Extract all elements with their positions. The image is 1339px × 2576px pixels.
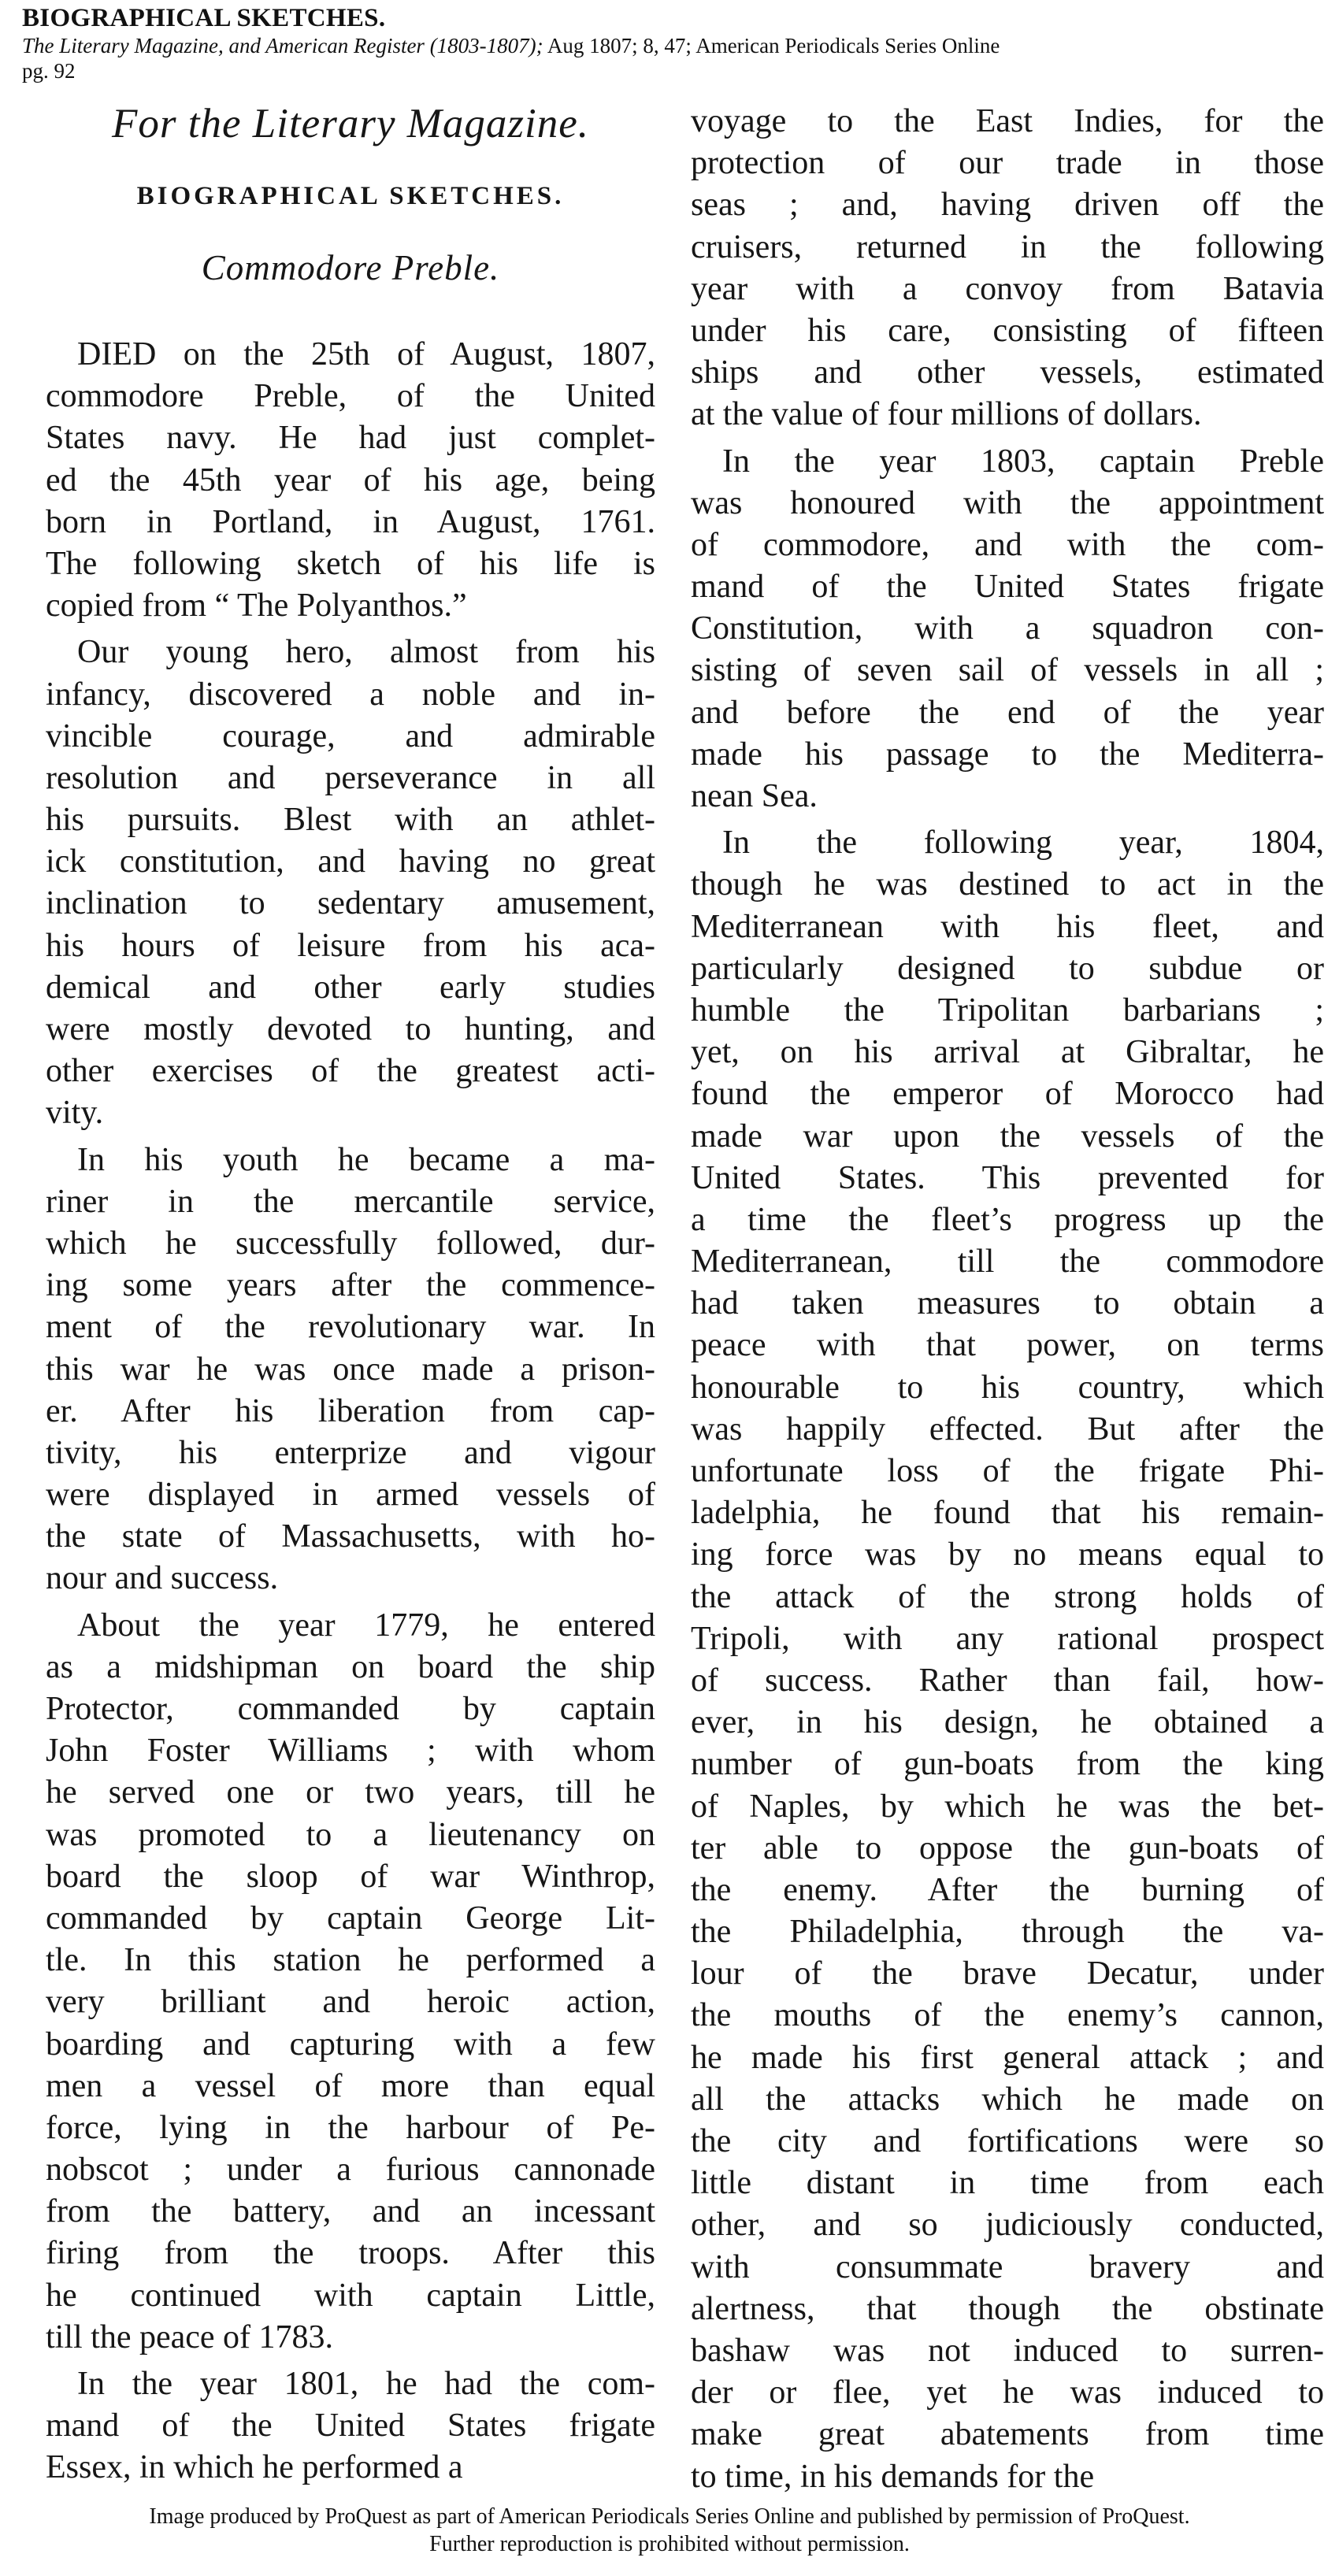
text-line: the city and fortifications were so (691, 2123, 1324, 2159)
text-line: of Naples, by which he was the bet- (691, 1788, 1324, 1825)
section-heading: BIOGRAPHICAL SKETCHES. (136, 182, 565, 210)
text-line: boarding and capturing with a few (46, 2026, 655, 2063)
text-line: unfortunate loss of the frigate Phi- (691, 1453, 1324, 1489)
text-line: a time the fleet’s progress up the (691, 1201, 1324, 1238)
text-line: vincible courage, and admirable (46, 717, 655, 754)
paragraph (691, 822, 1324, 2498)
journal-name: The Literary Magazine, and American Register (1803-1807); (22, 34, 543, 57)
text-line: of success. Rather than fail, how- (691, 1662, 1324, 1699)
text-line: alertness, that though the obstinate (691, 2290, 1324, 2327)
text-line: the enemy. After the burning of (691, 1871, 1324, 1908)
text-line: board the sloop of war Winthrop, (46, 1858, 655, 1895)
text-line: cruisers, returned in the following (691, 228, 1324, 265)
text-line: voyage to the East Indies, for the (691, 103, 1324, 139)
text-line: to time, in his demands for the (691, 2458, 1095, 2495)
text-line: ing force was by no means equal to (691, 1536, 1324, 1573)
paragraph (46, 2363, 655, 2489)
right-column-body (691, 101, 1324, 2498)
text-line: nour and success. (46, 1560, 279, 1597)
paragraph (46, 334, 655, 627)
text-line: men a vessel of more than equal (46, 2067, 655, 2104)
text-line: ter able to oppose the gun-boats of (691, 1829, 1324, 1866)
text-line: Essex, in which he performed a (46, 2449, 463, 2486)
text-line: was honoured with the appointment (691, 484, 1324, 521)
footer-line-2: Further reproduction is prohibited without permission. (429, 2532, 910, 2556)
text-line: ed the 45th year of his age, being (46, 461, 655, 499)
text-line: John Foster Williams ; with whom (46, 1733, 655, 1770)
text-line: Our young hero, almost from his (77, 634, 655, 671)
text-line: as a midshipman on board the ship (46, 1648, 655, 1685)
text-line: ment of the revolutionary war. In (46, 1309, 655, 1346)
text-line: In his youth he became a ma- (77, 1141, 655, 1178)
text-line: infancy, discovered a noble and in- (46, 676, 655, 713)
document-title: BIOGRAPHICAL SKETCHES. (22, 4, 386, 32)
text-line: at the value of four millions of dollars. (691, 396, 1202, 433)
text-line: force, lying in the harbour of Pe- (46, 2109, 655, 2146)
citation-line (22, 33, 1314, 59)
text-line: were mostly devoted to hunting, and (46, 1011, 655, 1047)
text-line: der or flee, yet he was induced to (691, 2374, 1324, 2411)
text-line: Mediterranean with his fleet, and (691, 908, 1324, 945)
text-line: ladelphia, he found that his remain- (691, 1495, 1324, 1532)
text-line: Constitution, with a squadron con- (691, 610, 1324, 647)
text-line: United States. This prevented for (691, 1159, 1324, 1196)
text-line: Mediterranean, till the commodore (691, 1244, 1324, 1281)
text-line: other, and so judiciously conducted, (691, 2207, 1324, 2244)
text-line: was promoted to a lieutenancy on (46, 1816, 655, 1853)
text-line: with consummate bravery and (691, 2248, 1324, 2285)
text-line: born in Portland, in August, 1761. (46, 503, 655, 540)
text-line: nean Sea. (691, 778, 818, 814)
text-line: he continued with captain Little, (46, 2277, 655, 2314)
text-line: yet, on his arrival at Gibraltar, he (691, 1034, 1324, 1071)
text-line: humble the Tripolitan barbarians ; (691, 991, 1324, 1029)
text-line: commanded by captain George Lit- (46, 1900, 655, 1937)
paragraph (691, 101, 1324, 436)
text-line: make great abatements from time (691, 2416, 1324, 2453)
text-line: lour of the brave Decatur, under (691, 1955, 1324, 1992)
text-line: firing from the troops. After this (46, 2235, 655, 2272)
left-column-body (46, 334, 655, 2489)
text-line: The following sketch of his life is (46, 545, 655, 582)
text-line: bashaw was not induced to surren- (691, 2332, 1324, 2369)
text-line: er. After his liberation from cap- (46, 1392, 655, 1429)
text-line: and before the end of the year (691, 694, 1324, 731)
text-line: DIED on the 25th of August, 1807, (77, 336, 655, 373)
text-line: In the year 1803, captain Preble (722, 443, 1324, 480)
text-line: from the battery, and an incessant (46, 2193, 655, 2230)
text-line: vity. (46, 1095, 104, 1132)
text-line: ships and other vessels, estimated (691, 354, 1324, 391)
text-line: his pursuits. Blest with an athlet- (46, 802, 655, 839)
text-line: number of gun-boats from the king (691, 1746, 1324, 1783)
citation-details: Aug 1807; 8, 47; American Periodicals Series Online (543, 34, 1000, 57)
text-line: made his passage to the Mediterra- (691, 736, 1324, 773)
copyright-footer (0, 2503, 1339, 2558)
subject-heading: Commodore Preble. (201, 248, 500, 287)
text-line: tivity, his enterprize and vigour (46, 1434, 655, 1471)
text-line: ever, in his design, he obtained a (691, 1704, 1324, 1741)
text-line: the attack of the strong holds of (691, 1578, 1324, 1615)
left-column (46, 95, 655, 2494)
text-line: protection of our trade in those (691, 145, 1324, 182)
text-line: he served one or two years, till he (46, 1774, 655, 1811)
text-line: States navy. He had just complet- (46, 420, 655, 457)
text-line: the state of Massachusetts, with ho- (46, 1518, 655, 1555)
text-line: was happily effected. But after the (691, 1410, 1324, 1447)
text-line: made war upon the vessels of the (691, 1118, 1324, 1155)
text-line: Protector, commanded by captain (46, 1691, 655, 1727)
text-line: demical and other early studies (46, 969, 655, 1006)
text-line: resolution and perseverance in all (46, 759, 655, 796)
text-line: this war he was once made a prison- (46, 1351, 655, 1388)
text-line: little distant in time from each (691, 2165, 1324, 2202)
text-line: particularly designed to subdue or (691, 950, 1324, 987)
text-line: found the emperor of Morocco had (691, 1076, 1324, 1113)
text-line: the Philadelphia, through the va- (691, 1914, 1324, 1951)
text-line: which he successfully followed, dur- (46, 1225, 655, 1262)
text-line: other exercises of the greatest acti- (46, 1053, 655, 1090)
paragraph (46, 1605, 655, 2359)
text-line: peace with that power, on terms (691, 1327, 1324, 1364)
text-line: his hours of leisure from his aca- (46, 927, 655, 964)
text-line: commodore Preble, of the United (46, 378, 655, 415)
citation-header (22, 3, 1314, 83)
text-line: inclination to sedentary amusement, (46, 885, 655, 922)
text-line: tle. In this station he performed a (46, 1942, 655, 1979)
text-line: all the attacks which he made on (691, 2081, 1324, 2118)
paragraph (691, 441, 1324, 818)
text-line: the mouths of the enemy’s cannon, (691, 1997, 1324, 2034)
text-line: ick constitution, and having no great (46, 843, 655, 880)
page-number: pg. 92 (22, 59, 76, 83)
text-line: mand of the United States frigate (691, 569, 1324, 606)
text-line: In the following year, 1804, (722, 825, 1324, 862)
text-line: mand of the United States frigate (46, 2407, 655, 2444)
text-line: riner in the mercantile service, (46, 1183, 655, 1220)
text-line: though he was destined to act in the (691, 866, 1324, 903)
text-line: Tripoli, with any rational prospect (691, 1620, 1324, 1657)
text-line: sisting of seven sail of vessels in all ; (691, 652, 1324, 689)
text-line: About the year 1779, he entered (77, 1607, 655, 1644)
text-line: In the year 1801, he had the com- (77, 2366, 655, 2402)
text-line: were displayed in armed vessels of (46, 1477, 655, 1514)
text-line: seas ; and, having driven off the (691, 187, 1324, 224)
paragraph (46, 632, 655, 1134)
right-column (691, 101, 1324, 2503)
magazine-heading: For the Literary Magazine. (112, 101, 589, 146)
text-line: of commodore, and with the com- (691, 526, 1324, 563)
text-line: honourable to his country, which (691, 1369, 1324, 1406)
text-line: he made his first general attack ; and (691, 2039, 1324, 2076)
text-line: copied from “ The Polyanthos.” (46, 587, 467, 625)
text-line: ing some years after the commence- (46, 1267, 655, 1304)
text-line: year with a convoy from Batavia (691, 270, 1324, 307)
footer-line-1: Image produced by ProQuest as part of American Periodicals Series Online and published by permission of ProQuest. (149, 2504, 1190, 2529)
text-line: had taken measures to obtain a (691, 1285, 1324, 1322)
text-line: till the peace of 1783. (46, 2318, 334, 2355)
text-line: nobscot ; under a furious cannonade (46, 2152, 655, 2189)
text-line: very brilliant and heroic action, (46, 1984, 655, 2021)
paragraph (46, 1140, 655, 1600)
text-line: under his care, consisting of fifteen (691, 312, 1324, 349)
